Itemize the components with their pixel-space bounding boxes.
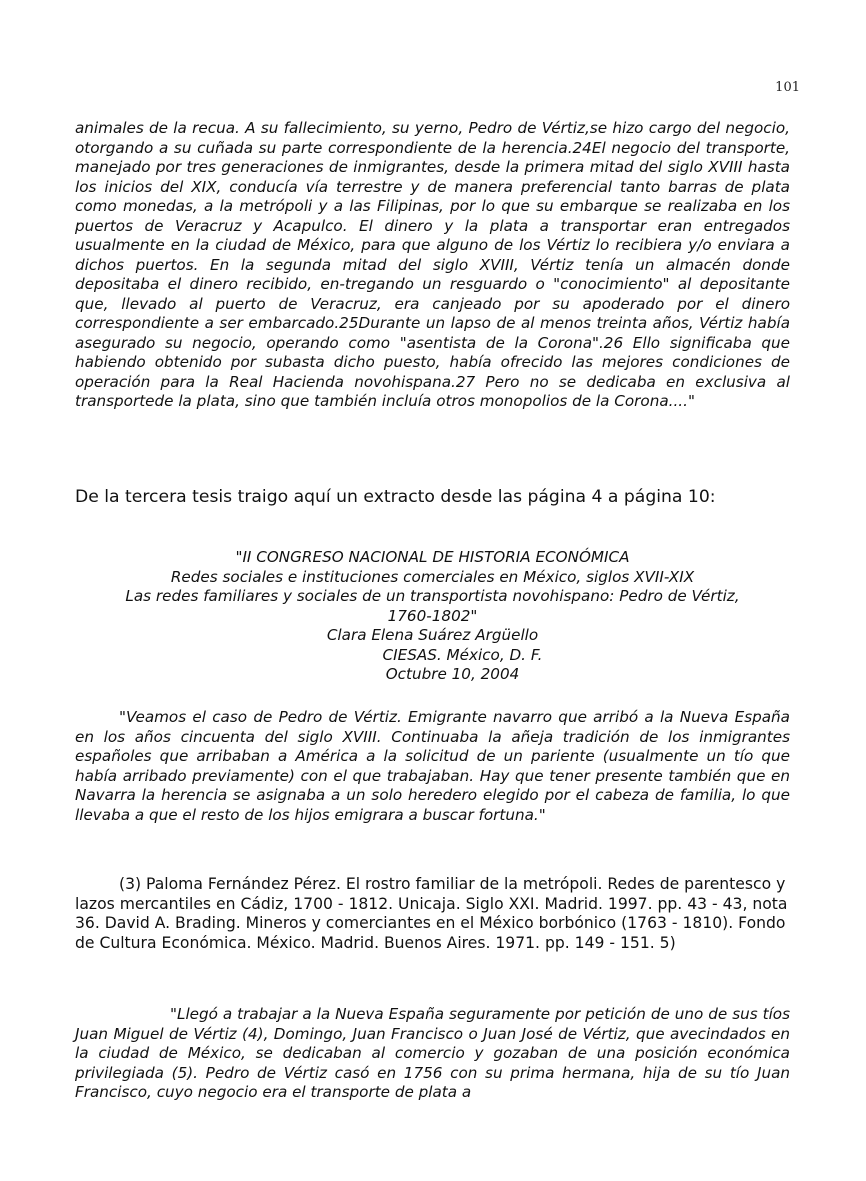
- quote-paragraph-emigrant: "Veamos el caso de Pedro de Vértiz. Emigrante navarro que arribó a la Nueva España en los años cincuenta del siglo XVIII. Continuaba la añeja tradición de los inmigrantes españoles que arribaban a América a la solicitud de un pariente (usualmente un tío que había arribado previamente) con el que trabajaban. Hay que tener presente también que en Navarra la herencia se asignaba a un solo heredero elegido por el cabeza de familia, lo que llevaba a que el resto de los hijos emigrara a buscar fortuna.": [75, 708, 790, 824]
- citation-subtitle: Redes sociales e instituciones comerciales en México, siglos XVII-XIX: [170, 567, 695, 586]
- page-number: 101: [775, 80, 800, 95]
- citation-date: Octubre 10, 2004: [385, 665, 520, 683]
- citation-author: Clara Elena Suárez Argüello: [326, 626, 539, 644]
- citation-congress: "II CONGRESO NACIONAL DE HISTORIA ECONÓMICA: [235, 548, 630, 566]
- citation-institution: CIESAS. México, D. F.: [382, 645, 543, 664]
- citation-paper-title: Las redes familiares y sociales de un transportista novohispano: Pedro de Vértiz,: [125, 587, 740, 605]
- reference-paragraph: (3) Paloma Fernández Pérez. El rostro familiar de la metrópoli. Redes de parentesco y lazos mercantiles en Cádiz, 1700 - 1812. Unicaja. Siglo XXI. Madrid. 1997. pp. 43 - 43, nota 36. David A. Brading. Mineros y comerciantes en el México borbónico (1763 - 1810). Fondo de Cultura Económica. México. Madrid. Buenos Aires. 1971. pp. 149 - 151. 5): [75, 875, 788, 952]
- citation-paper-years: 1760-1802": [387, 606, 478, 625]
- quote-paragraph-transport-business: animales de la recua. A su fallecimiento, su yerno, Pedro de Vértiz,se hizo cargo del negocio, otorgando a su cuñada su parte correspondiente de la herencia.24El negocio del transporte, manejado por tres generaciones de inmigrantes, desde la primera mitad del siglo XVIII hasta los inicios del XIX, conducía vía terrestre y de manera preferencial tanto barras de plata como monedas, a la metrópoli y a las Filipinas, por lo que su embarque se realizaba en los puertos de Veracruz y Acapulco. El dinero y la plata a transportar eran entregados usualmente en la ciudad de México, para que alguno de los Vértiz lo recibiera y/o enviara a dichos puertos. En la segunda mitad del siglo XVIII, Vértiz tenía un almacén donde depositaba el dinero recibido, en-tregando un resguardo o "conocimiento" al depositante que, llevado al puerto de Veracruz, era canjeado por su apoderado por el dinero correspondiente a ser embarcado.25Durante un lapso de al menos treinta años, Vértiz había asegurado su negocio, operando como "asentista de la Corona".26 Ello significaba que habiendo obtenido por subasta dicho puesto, había ofrecido las mejores condiciones de operación para la Real Hacienda novohispana.27 Pero no se dedicaba en exclusiva al transportede la plata, sino que también incluía otros monopolios de la Corona....": [75, 119, 790, 410]
- citation-block: [75, 548, 790, 685]
- quote-paragraph-arrival: "Llegó a trabajar a la Nueva España seguramente por petición de uno de sus tíos Juan Miguel de Vértiz (4), Domingo, Juan Francisco o Juan José de Vértiz, que avecindados en la ciudad de México, se dedicaban al comercio y gozaban de una posición económica privilegiada (5). Pedro de Vértiz casó en 1756 con su prima hermana, hija de su tío Juan Francisco, cuyo negocio era el transporte de plata a: [75, 1005, 790, 1101]
- section-heading: De la tercera tesis traigo aquí un extracto desde las página 4 a página 10:: [75, 487, 716, 507]
